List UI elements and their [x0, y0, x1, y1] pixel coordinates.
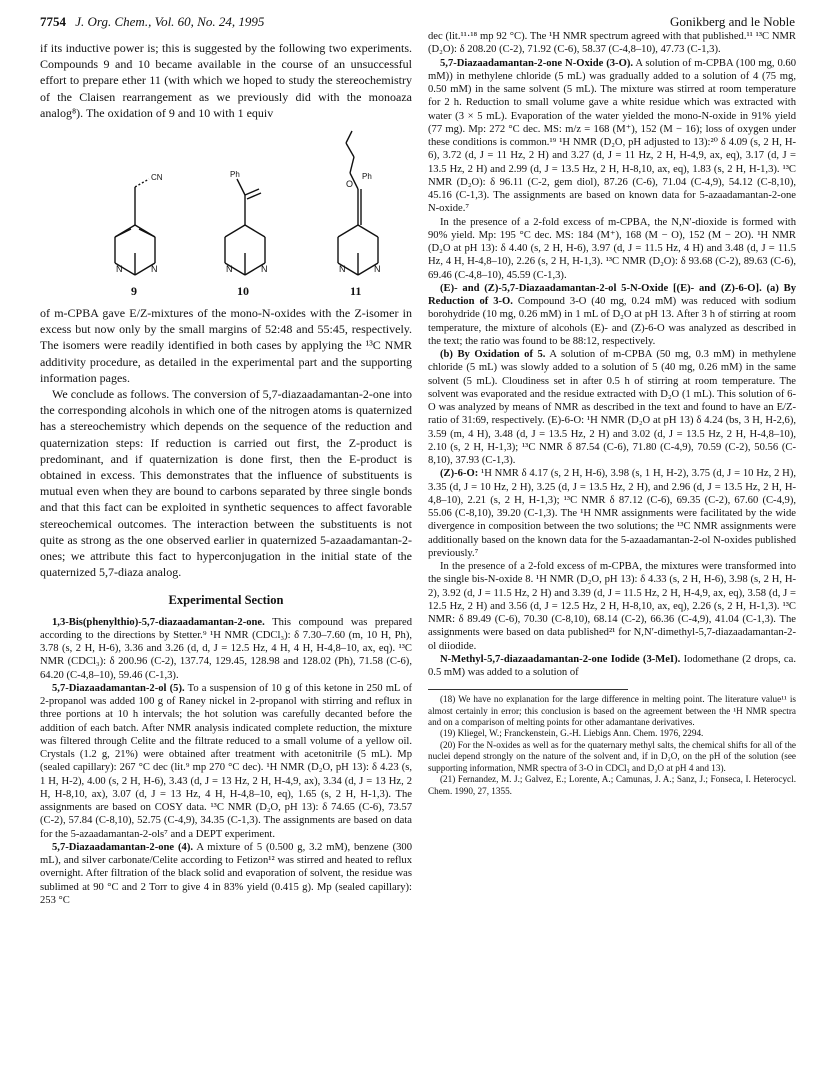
compound-label-11: 11 — [350, 284, 362, 299]
structures-figure — [40, 125, 412, 303]
experimental-heading: (E)- and (Z)-5,7-Diazaadamantan-2-ol 5-N-Oxide [(E)- and (Z)-6-O]. (a) By Reduction of 3-O. — [428, 282, 796, 307]
experimental-text: To a suspension of 10 g of this ketone in 250 mL of 2-propanol was added 100 g of Raney nickel in 2-propanol with stirring and reflux in three portions at 10 h intervals; the hot solution was carefully decanted before the addition of each batch. After NMR analysis indicated complete reduction, the mixture was filtered through Celite and the filtrate reduced to a small volume of a yellow oil. Crystals (1.2 g, 21%) were obtained after treatment with acetonitrile (5 mL). Mp (sealed capillary): 267 °C dec (lit.⁹ mp 270 °C dec). ¹H NMR (D₂O, pH 13): δ 4.23 (s, 1 H, H-2), 4.00 (s, 2 H, H-6), 3.43 (d, J = 13 Hz, 2 H, H-4,9, ax), 3.34 (d, J = 13 Hz, 2 H, H-8,10, ax), 3.07 (d, J = 13 Hz, 4 H, H-4,8–10, eq), 1.65 (s, 2 H, H-1,3). The assignments are based on COSY data. ¹³C NMR (D₂O, pH 13): δ 74.65 (C-6), 73.57 (C-2), 57.84 (C-8,10), 52.75 (C-4,9), 34.35 (C-1,3). The assignments are based on data for the 5-azaadamantan-2-ols⁷ and a DEPT experiment. — [40, 682, 412, 840]
experimental-text: This compound was prepared according to the directions by Stetter.⁹ ¹H NMR (CDCl₃): δ 7.30–7.60 (m, 10 H, Ph), 3.78 (s, 2 H, H-6), 3.36 and 3.26 (d, d, J = 12.5 Hz, 4 H, 4 H, H-4,8–10, ax, eq). ¹³C NMR (CDCl₃): δ 200.96 (C-2), 137.74, 129.45, 128.98 and 128.02 (Ph), 71.58 (C-6), 64.20 (C-4,8–10), 59.46 (C-1,3). — [40, 616, 412, 681]
section-title: Experimental Section — [168, 593, 284, 608]
right-column — [428, 30, 796, 797]
experimental-heading: (b) By Oxidation of 5. — [440, 349, 546, 360]
experimental-heading: N-Methyl-5,7-diazaadamantan-2-one Iodide (3-MeI). — [440, 653, 681, 665]
svg-text:N: N — [261, 264, 268, 275]
paragraph-intro: if its inductive power is; this is suggested by the following two experiments. Compounds 9 and 10 became available in the course of an unsuccessful effort to prepare ether 11 (with which we hoped to study the stereochemistry of the Claisen rearrangement as we previously did with the monoaza analog⁸). The oxidation of 9 and 10 with 1 equiv — [40, 41, 412, 120]
experimental-heading: 5,7-Diazaadamantan-2-one N-Oxide (3-O). — [440, 57, 634, 69]
svg-text:N: N — [339, 264, 346, 275]
experimental-text: A solution of m-CPBA (100 mg, 0.60 mM)) in methylene chloride (5 mL) was gradually added to a solution of 4 (75 mg, 0.50 mM) in the same solvent (5 mL). The mixture was stirred at room temperature for 2 h. Reduction to small volume gave a white residue which was extracted with water (3 × 5 mL). Evaporation of the water yielded the mono-N-oxide in 91% yield (77 mg). Mp: 272 °C dec. MS: m/z = 168 (M⁺), 152 (M − 16); loss of oxygen under these conditions is common.¹⁹ ¹H NMR (D₂O, pH adjusted to 13):²⁰ δ 4.09 (s, 2 H, H-6), 3.72 (d, J = 11 Hz, 2 H) and 3.27 (d, J = 11 Hz, 2 H, H-4,9, ax, eq), 3.17 (d, J = 13.5 Hz, 2 H) and 2.99 (d, J = 13.5 Hz, 2 H, H-8,10, ax, eq), 1.83 (s, 2 H, H-1,3). ¹³C NMR (D₂O): δ 96.11 (C-2, gem diol), 87.26 (C-6), 71.04 (C-4,9), 54.12 (C-8,10), 45.16 (C-1,3). The assignments are based on known data for 5-azaadamantan-2-one N-oxide.⁷ — [428, 57, 796, 215]
experimental-text: Compound 3-O (40 mg, 0.24 mM) was reduced with sodium borohydride (10 mg, 0.26 mM) in 1 mL of D₂O at pH 13. After 3 h of stirring at room temperature, the mixture of alcohols (E)- and (Z)-6-O was analyzed as described in the text; the ratio was found to be 88:12, respectively. — [428, 296, 796, 347]
structure-10 — [225, 179, 265, 275]
experimental-text: Iodomethane (2 drops, ca. 0.5 mM) was added to a solution of — [428, 653, 796, 678]
experimental-dioxide: In the presence of a 2-fold excess of m-CPBA, the N,N′-dioxide is formed with 90% yield. Mp: 195 °C dec. MS: 184 (M⁺), 168 (M − O), 152 (M − 2O). ¹H NMR (D₂O at pH 13): δ 4.40 (s, 2 H, H-6), 3.97 (d, J = 11.5 Hz, 4 H) and 3.48 (d, J = 11.5 Hz, 4 H, H-4,8–10), 2.26 (s, 2 H, H-1,3). ¹³C NMR (D₂O): δ 93.68 (C-2), 89.63 (C-6), 69.46 (C-4,8–10), 45.59 (C-1,3). — [428, 216, 796, 281]
experimental-z-isomer — [428, 467, 796, 560]
compound-label-9: 9 — [131, 284, 137, 299]
footnote-rule — [428, 689, 628, 690]
experimental-heading: 1,3-Bis(phenylthio)-5,7-diazaadamantan-2-one. — [52, 616, 265, 628]
paragraph-oxides: of m-CPBA gave E/Z-mixtures of the mono-N-oxides with the Z-isomer in excess but now only by the small margins of 52:48 and 55:45, respectively. The isomers were readily identified in both cases by applying the ¹³C NMR additivity procedure, as detailed in the experimental part and the supporting information pages. — [40, 306, 412, 385]
experimental-reduction — [428, 282, 796, 348]
diazaadamantane-structures — [40, 125, 412, 303]
experimental-heading: 5,7-Diazaadamantan-2-one (4). — [52, 841, 194, 853]
experimental-text: ¹H NMR δ 4.17 (s, 2 H, H-6), 3.98 (s, 1 H, H-2), 3.75 (d, J = 10 Hz, 2 H), 3.35 (d, J = 10 Hz, 2 H), 3.25 (d, J = 13.5 Hz, 2 H), and 2.96 (d, J = 13.5 Hz, 2 H, H-4,8–10), 2.21 (s, 2 H, H-1,3); ¹³C NMR δ 87.12 (C-6), 69.35 (C-2), 67.60 (C-4,9), 55.06 (C-8,10), 39.20 (C-1,3). The ¹H NMR assignments were facilitated by the wide divergence in composition between the two solutions; the ¹³C NMR assignments were additionally based on the known data for the 5-azaadamantan-2-ol N-oxides published previously.⁷ — [428, 468, 796, 559]
footnote-21: (21) Fernandez, M. J.; Galvez, E.; Lorente, A.; Camunas, J. A.; Sanz, J.; Fonseca, I. Heterocycl. Chem. 1990, 27, 1355. — [428, 774, 796, 796]
compound-label-10: 10 — [237, 284, 249, 299]
experimental-oxidation — [428, 348, 796, 467]
footnote-20: (20) For the N-oxides as well as for the quaternary methyl salts, the chemical shifts for all of the nuclei depend strongly on the nature of the solvent and, if in D₂O, on the pH of the solution (see supporting information, NMR spectra of 3-O in CDCl₃ and D₂O at pH 4 and 13). — [428, 739, 796, 773]
substituent-11: Ph — [362, 172, 372, 182]
experimental-heading: 5,7-Diazaadamantan-2-ol (5). — [52, 682, 185, 694]
footnote-19: (19) Kliegel, W.; Franckenstein, G.-H. Liebigs Ann. Chem. 1976, 2294. — [440, 728, 704, 739]
structure-11 — [338, 131, 378, 275]
running-authors: Gonikberg and le Noble — [669, 14, 795, 29]
experimental-n-oxide — [428, 57, 796, 216]
experimental-methyl-iodide — [428, 653, 796, 680]
paragraph-conclusion: We conclude as follows. The conversion of 5,7-diazaadamantan-2-one into the corresponding alcohols in which one of the nitrogen atoms is quaternized has a stereochemistry which depends on the sequence of the reduction and quaternization steps: If reduction is carried out first, the Z-product is predominant, and if quaternization is done first, then the E-product is obtained in excess. This demonstrates that the influence of substituents is mutual even when they are bound to carbons separated by three single bonds and that this fact can be exploited in synthetic sequences to affect favorable stereochemical outcomes. The interaction between the substituents is not quite as strong as the one observed earlier in quaternized 5-azaadamantan-2-ones; we attribute this fact to hyperconjugation in the initial state of the quaternized 5,7-diaza analog. — [40, 387, 412, 580]
svg-text:N: N — [151, 264, 158, 275]
substituent-9: CN — [151, 173, 163, 183]
experimental-bisphenylthio — [40, 616, 412, 682]
experimental-diazaadamantanone — [40, 841, 412, 907]
experimental-heading: (Z)-6-O: — [440, 468, 479, 480]
footnotes — [428, 694, 796, 797]
footnote-18: (18) We have no explanation for the large difference in melting point. The literature value¹¹ is almost certainly in error; this conclusion is based on the agreement between the ¹H NMR spectra and on a comparison of melting points for other adamantane derivatives. — [428, 694, 796, 728]
experimental-text: A solution of m-CPBA (50 mg, 0.3 mM) in methylene chloride (5 mL) was slowly added to a solution of 5 (40 mg, 0.26 mM) in the same solvent (5 mL). Cloudiness set in after 0.5 h of stirring at room temperature. The solvent was evaporated and the residue extracted with D₂O (1 mL). This solution of 6-O was analyzed by means of NMR as described in the text and found to have an E/Z-ratio of 31:69, respectively. (E)-6-O: ¹H NMR (D₂O at pH 13) δ 4.24 (bs, 3 H, H-2,6), 3.59 (m, 4 H), 3.48 (d, J = 13.5 Hz, 2 H) and 3.02 (d, J = 13.5 Hz, 2 H, H-4,8–10), 2.10 (s, 2 H, H-1,3); ¹³C NMR δ 87.54 (C-6), 71.80 (C-4,9), 70.59 (C-2), 50.56 (C-8,10), 37.93 (C-1,3). — [428, 349, 796, 466]
left-column — [40, 40, 412, 907]
page-number: 7754 — [40, 14, 66, 29]
experimental-text: A mixture of 5 (0.500 g, 3.2 mM), benzene (300 mL), and silver carbonate/Celite according to Fetizon¹² was stirred and heated to reflux overnight. After filtration of the black solid and evaporation of solvent, the residue was sublimed at 90 °C and 2 Torr to give 4 in 83% yield (0.415 g). Mp (sealed capillary): 253 °C — [40, 841, 412, 906]
substituent-10: Ph — [230, 170, 240, 180]
svg-text:N: N — [374, 264, 381, 275]
journal-citation: J. Org. Chem., Vol. 60, No. 24, 1995 — [75, 14, 265, 29]
experimental-continued: dec (lit.¹¹·¹⁸ mp 92 °C). The ¹H NMR spectrum agreed with that published.¹¹ ¹³C NMR (D₂O): δ 208.20 (C-2), 71.92 (C-6), 58.37 (C-4,8–10), 47.73 (C-1,3). — [428, 31, 796, 56]
experimental-bis-oxide: In the presence of a 2-fold excess of m-CPBA, the mixtures were transformed into the single bis-N-oxide 8. ¹H NMR (D₂O, pH 13): δ 4.33 (s, 2 H, H-6), 3.98 (s, 2 H, H-2), 3.92 (d, J = 11.5 Hz, 2 H) and 3.39 (d, J = 11.5 Hz, 2 H, H-4,9, ax, eq), 3.58 (d, J = 12.5 Hz, 2 H) and 3.56 (d, J = 12.5 Hz, 2 H, H-8,10, ax, eq), 2.26 (s, 2 H, H-1,3). ¹³C NMR: δ 89.49 (C-6), 70.30 (C-8,10), 68.14 (C-2), 66.36 (C-4,9), 41.04 (C-1,3). The assignments were based on data published²¹ for N,N′-dimethyl-5,7-diazaadamantan-2-ol diiodide. — [428, 561, 796, 652]
svg-text:N: N — [226, 264, 233, 275]
svg-text:N: N — [116, 264, 123, 275]
svg-text:O: O — [346, 179, 354, 190]
structure-9 — [115, 179, 155, 275]
experimental-diazaadamantanol — [40, 682, 412, 841]
